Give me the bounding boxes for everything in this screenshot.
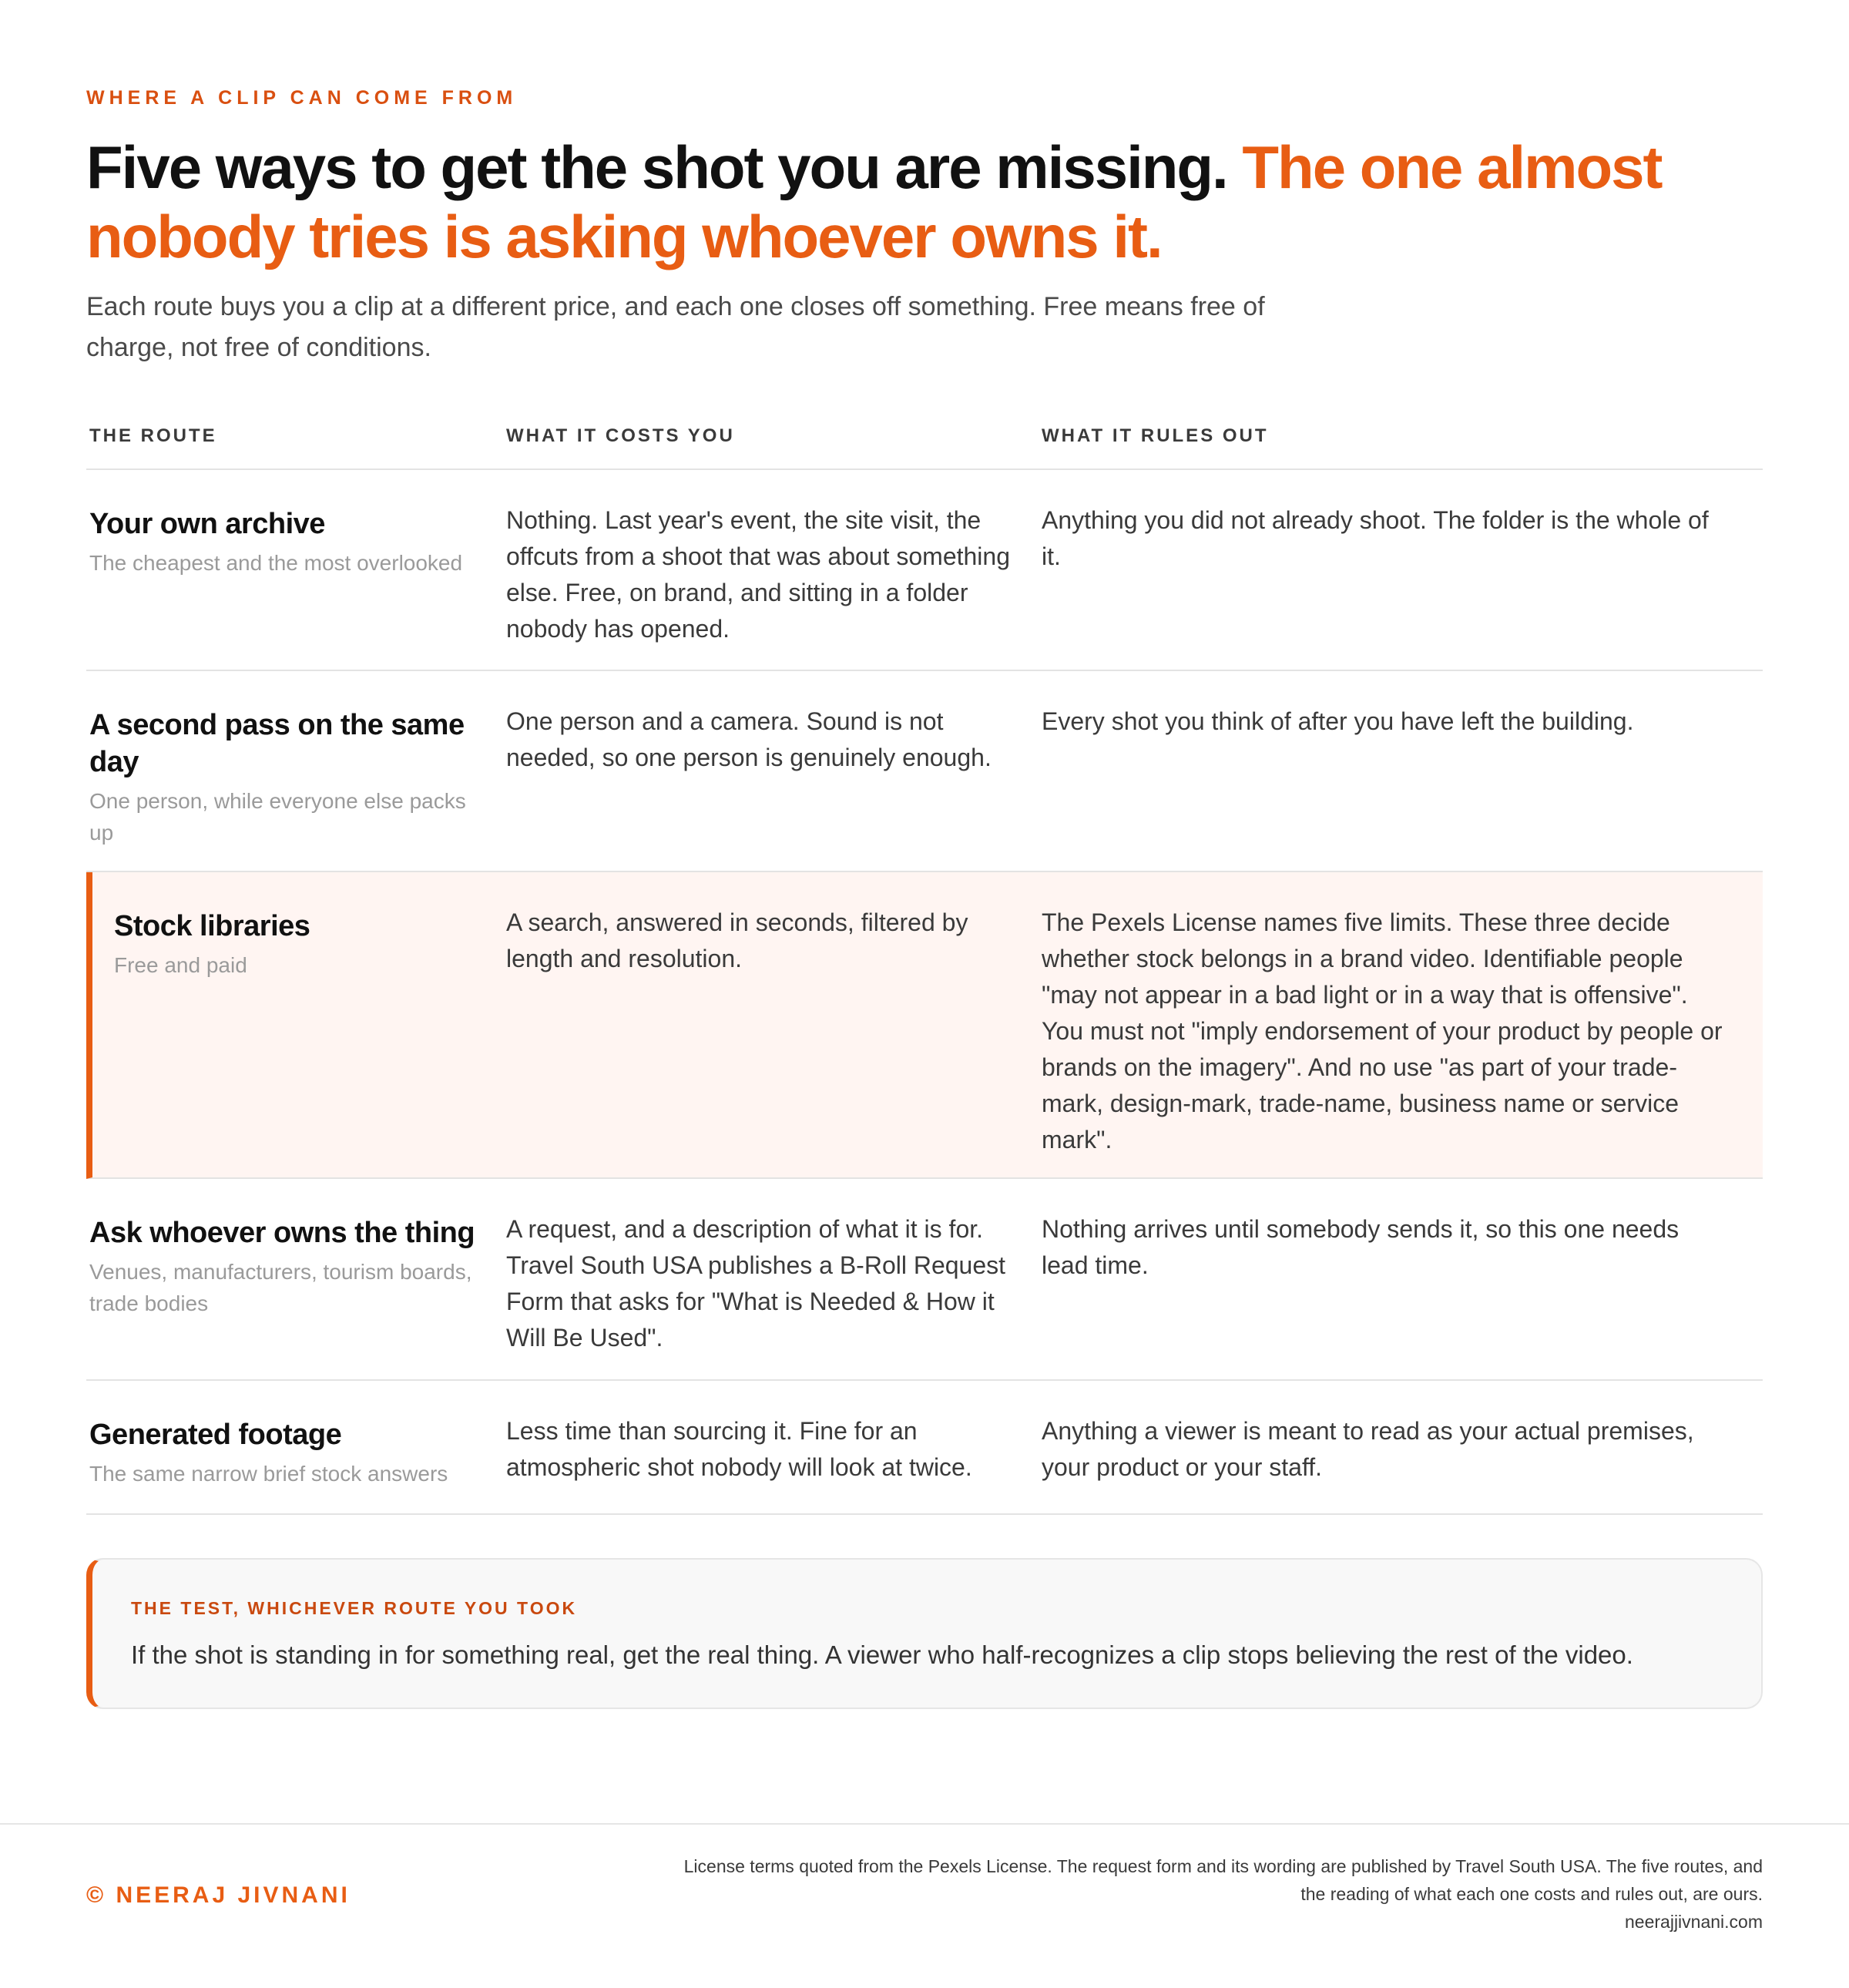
table-row xyxy=(86,470,1763,671)
credits-text: License terms quoted from the Pexels License. The request form and its wording are published by Travel South USA. The five routes, and the reading of what each one costs and rules out, are ours. xyxy=(683,1856,1763,1904)
route-title: Generated footage xyxy=(89,1419,342,1451)
rules-out-cell: Nothing arrives until somebody sends it, so this one needs lead time. xyxy=(1042,1215,1680,1279)
brand-signature: © NEERAJ JIVNANI xyxy=(86,1882,351,1908)
column-header-rules-out: WHAT IT RULES OUT xyxy=(1042,425,1269,446)
rules-out-cell: Anything a viewer is meant to read as your actual premises, your product or your staff. xyxy=(1042,1417,1694,1481)
site-url-link[interactable]: neerajjivnani.com xyxy=(1625,1912,1763,1932)
route-subtitle: Free and paid xyxy=(114,953,247,977)
route-subtitle: One person, while everyone else packs up xyxy=(89,789,466,845)
table-row xyxy=(86,671,1763,872)
route-title: Ask whoever owns the thing xyxy=(89,1217,475,1249)
route-cell xyxy=(86,1381,506,1513)
route-title: Stock libraries xyxy=(114,910,310,942)
column-header-route: THE ROUTE xyxy=(89,425,217,446)
cost-cell: Nothing. Last year's event, the site visit, the offcuts from a shoot that was about something else. Free, on brand, and sitting in a folder nobody has opened. xyxy=(506,506,1010,643)
route-subtitle: The same narrow brief stock answers xyxy=(89,1462,448,1486)
route-cell xyxy=(86,671,506,871)
table-row xyxy=(86,1179,1763,1381)
table-row-highlighted xyxy=(86,872,1763,1179)
test-callout xyxy=(86,1558,1763,1709)
cost-cell: A request, and a description of what it is for. Travel South USA publishes a B-Roll Request Form that asks for "What is Needed & How it Will Be Used". xyxy=(506,1215,1006,1352)
callout-text: If the shot is standing in for something real, get the real thing. A viewer who half-recognizes a clip stops believing the rest of the video. xyxy=(131,1640,1633,1669)
headline-accent: The one almost nobody tries is asking whoever owns it. xyxy=(86,133,1662,270)
route-subtitle: Venues, manufacturers, tourism boards, trade bodies xyxy=(89,1260,472,1315)
rules-out-cell: Every shot you think of after you have left the building. xyxy=(1042,707,1634,735)
cost-cell: Less time than sourcing it. Fine for an atmospheric shot nobody will look at twice. xyxy=(506,1417,972,1481)
cost-cell: A search, answered in seconds, filtered by length and resolution. xyxy=(506,908,968,972)
table-header xyxy=(86,415,1763,470)
callout-label: THE TEST, WHICHEVER ROUTE YOU TOOK xyxy=(131,1598,578,1618)
intro-paragraph: Each route buys you a clip at a different price, and each one closes off something. Free means free of charge, not free of conditions. xyxy=(86,292,1265,362)
route-subtitle: The cheapest and the most overlooked xyxy=(89,551,463,575)
route-cell xyxy=(86,470,506,670)
rules-out-cell: The Pexels License names five limits. These three decide whether stock belongs in a brand video. Identifiable people "may not appear in a bad light or in a way that is offensive". You must not "imply endorsement of your product by people or brands on the imagery". And no use "as part of your trade-mark, design-mark, trade-name, business name or service mark". xyxy=(1042,908,1723,1154)
cost-cell: One person and a camera. Sound is not needed, so one person is genuinely enough. xyxy=(506,707,992,771)
routes-table xyxy=(86,415,1763,1515)
route-title: Your own archive xyxy=(89,508,325,540)
route-title: A second pass on the same day xyxy=(89,709,465,778)
eyebrow-label: WHERE A CLIP CAN COME FROM xyxy=(86,87,518,109)
column-header-cost: WHAT IT COSTS YOU xyxy=(506,425,735,446)
rules-out-cell: Anything you did not already shoot. The folder is the whole of it. xyxy=(1042,506,1709,570)
page-headline xyxy=(86,133,1743,271)
route-cell xyxy=(92,872,506,1177)
route-cell xyxy=(86,1179,506,1379)
table-row xyxy=(86,1381,1763,1515)
footer-credits xyxy=(669,1852,1763,1936)
headline-main: Five ways to get the shot you are missing. xyxy=(86,133,1243,201)
footer-divider xyxy=(0,1823,1849,1825)
